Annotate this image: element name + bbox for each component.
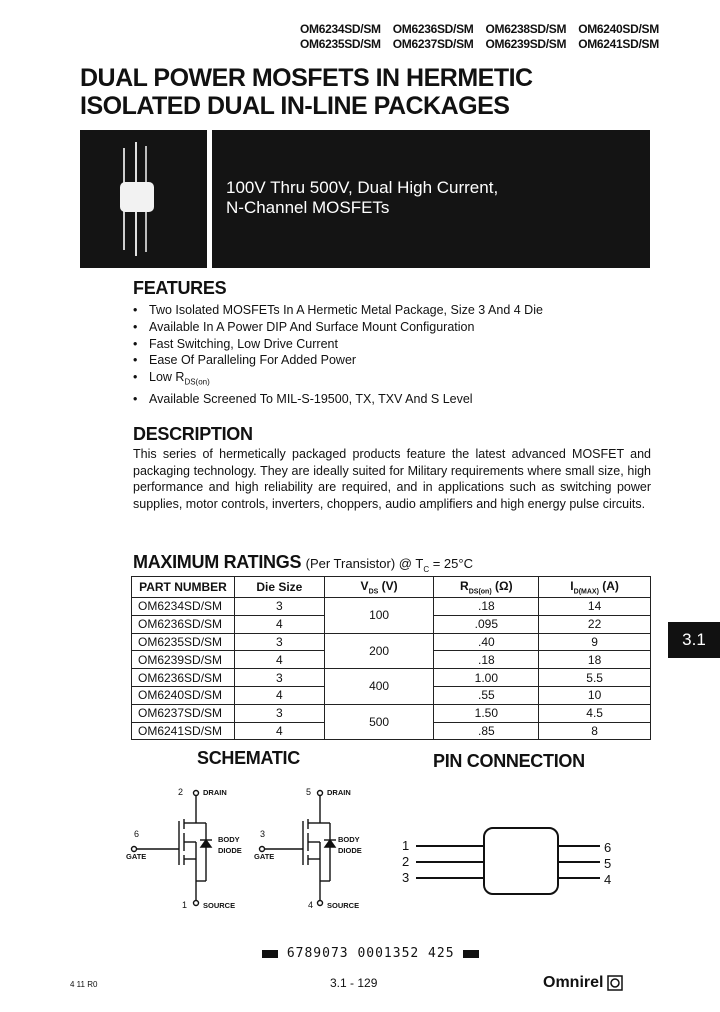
hero-subtitle: 100V Thru 500V, Dual High Current, N-Channel MOSFETs: [226, 178, 499, 217]
table-row: OM6235SD/SM 3 200 .40 9: [132, 633, 651, 651]
schematic-right: [250, 785, 370, 915]
feature-item: • Fast Switching, Low Drive Current: [133, 336, 653, 353]
footer-code: 4 11 R0: [70, 980, 98, 989]
feature-item: • Two Isolated MOSFETs In A Hermetic Metal Package, Size 3 And 4 Die: [133, 302, 653, 319]
body-label: BODY: [338, 835, 360, 844]
col-part-number: PART NUMBER: [132, 577, 235, 598]
ratings-table: [131, 576, 651, 740]
drain-label: DRAIN: [203, 788, 227, 797]
vds-value: 100: [324, 598, 434, 634]
pin-connection-diagram: [400, 820, 620, 900]
page-number: 3.1 - 129: [330, 976, 378, 990]
table-row: OM6240SD/SM 4 .55 10: [132, 686, 651, 704]
pin-label: 6: [604, 840, 612, 855]
gate-label: GATE: [126, 852, 147, 861]
part-number-row-1: OM6234SD/SM OM6236SD/SM OM6238SD/SM OM6240SD/SM: [300, 22, 659, 36]
source-pin-number: 4: [308, 900, 314, 910]
ratings-heading: MAXIMUM RATINGS (Per Transistor) @ $T_C = 25^\circ C$: [133, 552, 473, 575]
gate-pin-number: 6: [134, 829, 140, 839]
table-row: OM6236SD/SM 3 400 1.00 5.5: [132, 669, 651, 687]
table-row: OM6234SD/SM 3 100 .18 14: [132, 598, 651, 616]
body-label: BODY: [218, 835, 240, 844]
barcode-block: [463, 950, 479, 958]
part-number-row-2: OM6235SD/SM OM6237SD/SM OM6239SD/SM OM6241SD/SM: [300, 37, 659, 51]
pin-label: 2: [402, 854, 410, 869]
pin-label: 1: [402, 838, 410, 853]
feature-item-low-rds: • Low $R_{DS(on)}$: [133, 369, 653, 391]
source-label: SOURCE: [327, 901, 360, 910]
part-number-header: [300, 22, 659, 52]
col-id: $I_{D(MAX)}$ (A): [539, 577, 651, 598]
schematic-left: [126, 785, 246, 915]
table-row: OM6236SD/SM 4 .095 22: [132, 615, 651, 633]
col-vds: $V_{DS}$ (V): [324, 577, 434, 598]
package-image: [80, 130, 207, 268]
table-row: OM6239SD/SM 4 .18 18: [132, 651, 651, 669]
brand-mark-icon: [607, 975, 623, 991]
drain-label: DRAIN: [327, 788, 351, 797]
package-outline: [400, 820, 620, 900]
package-photo-panel: [80, 130, 207, 268]
source-pin-number: 1: [182, 900, 188, 910]
features-list: [133, 302, 653, 408]
table-row: OM6241SD/SM 4 .85 8: [132, 722, 651, 740]
diode-label: DIODE: [338, 846, 362, 855]
feature-item: • Ease Of Paralleling For Added Power: [133, 352, 653, 369]
pin-connection-heading: PIN CONNECTION: [433, 751, 585, 771]
description-text: This series of hermetically packaged products feature the latest advanced MOSFET and packaging technology. They are ideally suited for Military requirements where small size, high performance and high reliability are required, and in applications such as switching power supplies, motor controls, inverters, choppers, audio amplifiers and high energy pulse circuits.: [133, 447, 651, 511]
gate-label: GATE: [254, 852, 275, 861]
pin-label: 5: [604, 856, 612, 871]
drain-pin-number: 5: [306, 787, 312, 797]
diode-label: DIODE: [218, 846, 242, 855]
page-title: DUAL POWER MOSFETS IN HERMETIC ISOLATED DUAL IN-LINE PACKAGES: [80, 64, 533, 120]
section-tab: 3.1: [668, 622, 720, 658]
gate-pin-number: 3: [260, 829, 266, 839]
barcode-block: [262, 950, 278, 958]
vds-value: 500: [324, 704, 434, 740]
brand-logo: Omnirel: [543, 974, 623, 992]
table-row: OM6237SD/SM 3 500 1.50 4.5: [132, 704, 651, 722]
col-rds: $R_{DS(on)}$ (Ω): [434, 577, 539, 598]
description-heading: DESCRIPTION: [133, 424, 253, 444]
feature-item: • Available Screened To MIL-S-19500, TX, TXV And S Level: [133, 391, 653, 408]
col-die-size: Die Size: [234, 577, 324, 598]
drain-pin-number: 2: [178, 787, 184, 797]
pin-label: 3: [402, 870, 410, 885]
features-heading: FEATURES: [133, 278, 227, 298]
source-label: SOURCE: [203, 901, 236, 910]
schematic-heading: SCHEMATIC: [197, 748, 300, 768]
ratings-header-row: [132, 577, 651, 598]
vds-value: 400: [324, 669, 434, 705]
pin-label: 4: [604, 872, 612, 887]
vds-value: 200: [324, 633, 434, 669]
feature-item: • Available In A Power DIP And Surface Mount Configuration: [133, 319, 653, 336]
barcode-line: 6789073 0001352 425: [262, 946, 479, 961]
